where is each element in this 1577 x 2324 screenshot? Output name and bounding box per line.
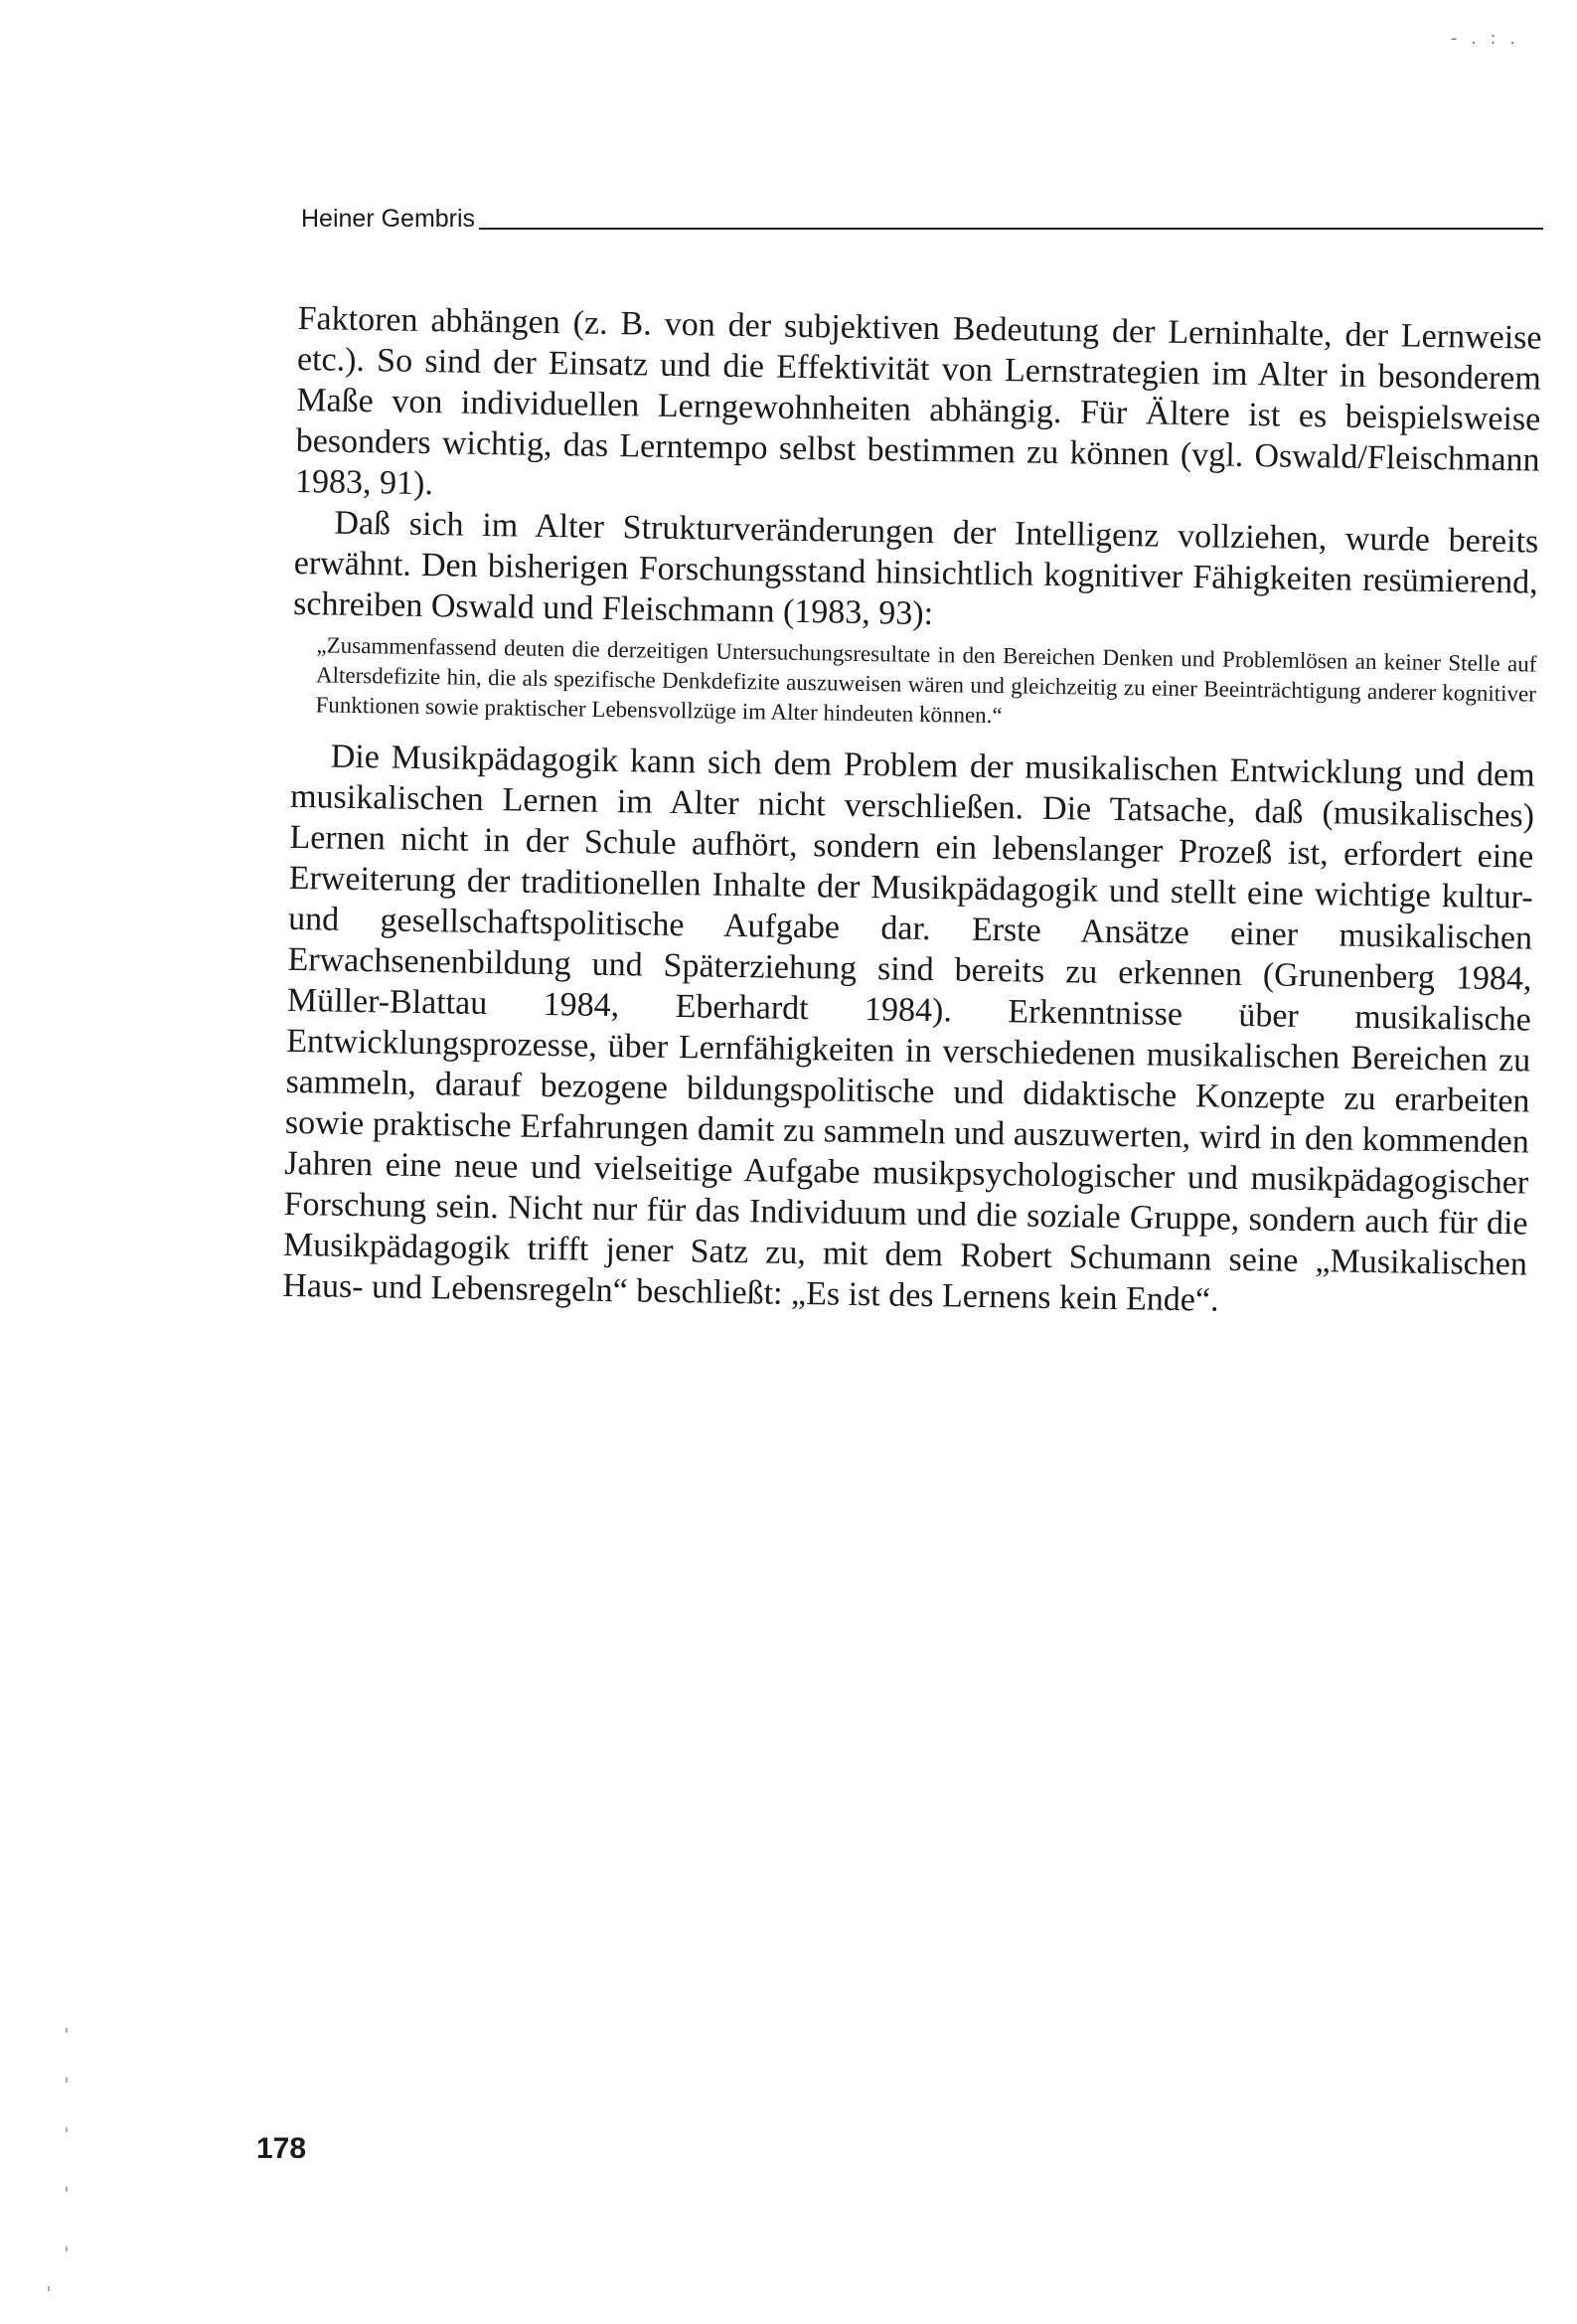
- paragraph-2: Daß sich im Alter Strukturveränderungen der Intelligenz vollziehen, wurde bereits erwähnt. Den bisherigen Forschungsstand hinsichtlich kognitiver Fähigkeiten resümierend, schreiben Oswald und Fleischmann (1983, 93):: [292, 504, 1539, 633]
- body-text: [282, 298, 1542, 1326]
- scan-corner-mark: - . : .: [1450, 28, 1519, 49]
- margin-speck: [66, 2187, 68, 2192]
- paragraph-1: Faktoren abhängen (z. B. von der subjektiven Bedeutung der Lerninhalte, der Lernweise etc.). So sind der Einsatz und die Effektivität von Lernstrategien im Alter in besonderem Maße von individuellen Lerngewohnheiten abhängig. Für Ältere ist es beispielsweise besonders wichtig, das Lerntempo selbst bestimmen zu können (vgl. Oswald/Fleischmann 1983, 91).: [294, 299, 1542, 503]
- margin-speck: [48, 2286, 50, 2291]
- margin-speck: [66, 2028, 68, 2033]
- running-head-author: Heiner Gembris: [301, 205, 476, 233]
- running-head-rule: [479, 228, 1543, 230]
- margin-speck: [66, 2246, 68, 2251]
- block-quote: „Zusammenfassend deuten die derzeitigen Untersuchungsresultate in den Bereichen Denken und Problemlösen an keiner Stelle auf Altersdefizite hin, die als spezifische Denkdefizite auszuweisen wären und gleichzeitig zu einer Beeinträchtigung anderer kognitiver Funktionen sowie praktischer Lebensvollzüge im Alter hindeuten können.“: [315, 632, 1537, 729]
- running-head: [301, 207, 1543, 232]
- margin-speck: [66, 2127, 68, 2132]
- page-number: 178: [256, 2132, 307, 2165]
- paragraph-3: Die Musikpädagogik kann sich dem Problem der musikalischen Entwicklung und dem musikalischen Lernen im Alter nicht verschließen. Die Tatsache, daß (musikalisches) Lernen nicht in der Schule aufhört, sondern ein lebenslanger Prozeß ist, erfordert eine Erweiterung der traditionellen Inhalte der Musikpädagogik und stellt eine wichtige kultur- und gesellschaftspolitische Aufgabe dar. Erste Ansätze einer musikalischen Erwachsenenbildung und Späterziehung sind bereits zu erkennen (Grunenberg 1984, Müller-Blattau 1984, Eberhardt 1984). Erkenntnisse über musikalische Entwicklungsprozesse, über Lernfähigkeiten in verschiedenen musikalischen Bereichen zu sammeln, darauf bezogene bildungspolitische und didaktische Konzepte zu erarbeiten sowie praktische Erfahrungen damit zu sammeln und auszuwerten, wird in den kommenden Jahren eine neue und vielseitige Aufgabe musikpsychologischer und musikpädagogischer Forschung sein. Nicht nur für das Individuum und die soziale Gruppe, sondern auch für die Musikpädagogik trifft jener Satz zu, mit dem Robert Schumann seine „Musikalischen Haus- und Lebensregeln“ beschließt: „Es ist des Lernens kein Ende“.: [282, 738, 1535, 1319]
- margin-speck: [66, 2077, 68, 2082]
